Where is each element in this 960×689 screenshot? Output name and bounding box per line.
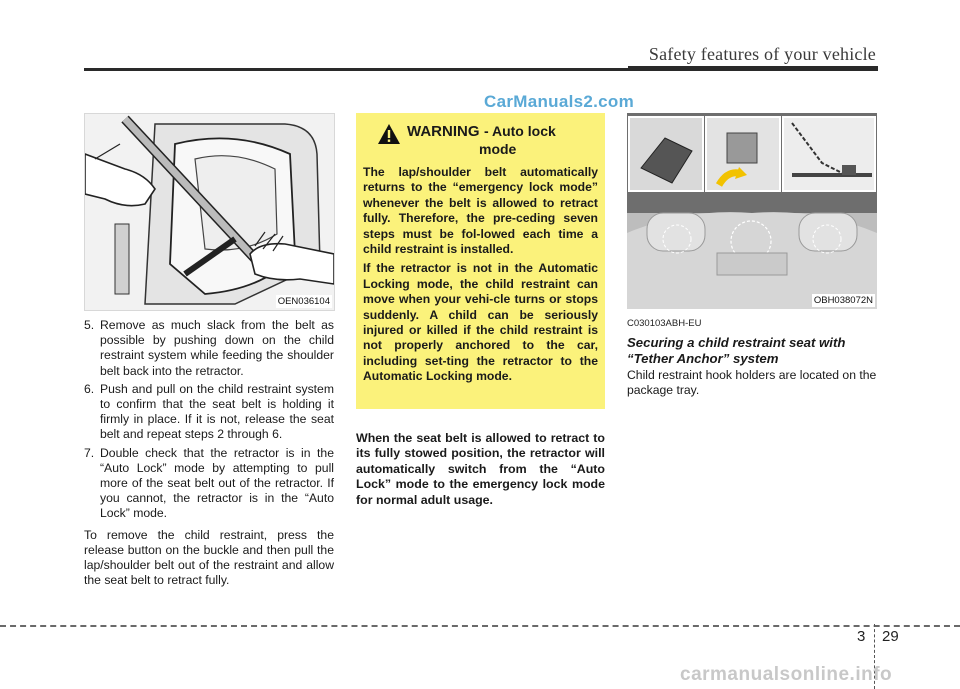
figure-child-seat-belt xyxy=(84,113,335,311)
warning-paragraph-1: The lap/shoulder belt automatically returns to the “emergency lock mode” whenever the belt is allowed to retract fully. Therefore, the pre-ceding seven steps must be fol-lowed each time a child restraint is installed. xyxy=(363,165,598,257)
step-7: 7. Double check that the retractor is in the “Auto Lock” mode by attempting to pull more of the seat belt out of the retractor. If you cannot, the retractor is in the “Auto Lock” mode. xyxy=(84,445,334,521)
warning-box xyxy=(356,113,605,409)
right-column-text xyxy=(627,318,877,399)
step-6: 6. Push and pull on the child restraint system to confirm that the seat belt is holding it firmly in place. If it is not, release the seat belt and repeat steps 2 through 6. xyxy=(84,381,334,442)
figure-tether-anchor xyxy=(627,113,877,309)
tether-anchor-subheading: Securing a child restraint seat with “Tether Anchor” system xyxy=(627,335,846,366)
child-seat-illustration xyxy=(85,114,334,310)
step-5: 5. Remove as much slack from the belt as possible by pushing down on the child restraint system while feeding the shoulder belt back into the retractor. xyxy=(84,318,334,378)
watermark-top[interactable]: CarManuals2.com xyxy=(484,92,634,111)
header-rule-accent xyxy=(628,66,878,71)
warning-subtitle: - Auto lock xyxy=(483,123,556,139)
footer-rule xyxy=(0,625,960,627)
figure-code-right: OBH038072N xyxy=(813,295,873,306)
section-code: C030103ABH-EU xyxy=(627,318,702,329)
middle-column-text: When the seat belt is allowed to retract to its fully stowed position, the retractor will automatically switch from the “Auto Lock” mode to the emergency lock mode for normal adult usage. xyxy=(356,431,605,507)
figure-code-left: OEN036104 xyxy=(277,296,330,307)
warning-title: WARNING xyxy=(407,123,480,140)
left-column-text xyxy=(84,318,334,588)
warning-paragraph-2: If the retractor is not in the Automatic Locking mode, the child restraint can move when your vehi-cle turns or stops suddenly. A child can be seriously injured or killed if the child restraint is not properly anchored to the car, including set-ting the retractor to the Automatic Locking mode. xyxy=(363,261,598,384)
section-title: Safety features of your vehicle xyxy=(648,44,876,64)
warning-header xyxy=(363,123,598,157)
warning-triangle-icon xyxy=(377,123,401,145)
warning-subtitle-line2: mode xyxy=(479,141,517,157)
warning-title-block xyxy=(407,123,556,157)
watermark-bottom[interactable]: carmanualsonline.info xyxy=(680,664,893,685)
tether-anchor-paragraph: Child restraint hook holders are located on the package tray. xyxy=(627,368,877,398)
page-section-number: 3 xyxy=(857,628,866,645)
page-number: 29 xyxy=(882,628,899,645)
remove-restraint-paragraph: To remove the child restraint, press the release button on the buckle and then pull the lap/shoulder belt out of the restraint and allow the seat belt to retract fully. xyxy=(84,527,334,588)
tether-anchor-illustration xyxy=(627,113,877,309)
